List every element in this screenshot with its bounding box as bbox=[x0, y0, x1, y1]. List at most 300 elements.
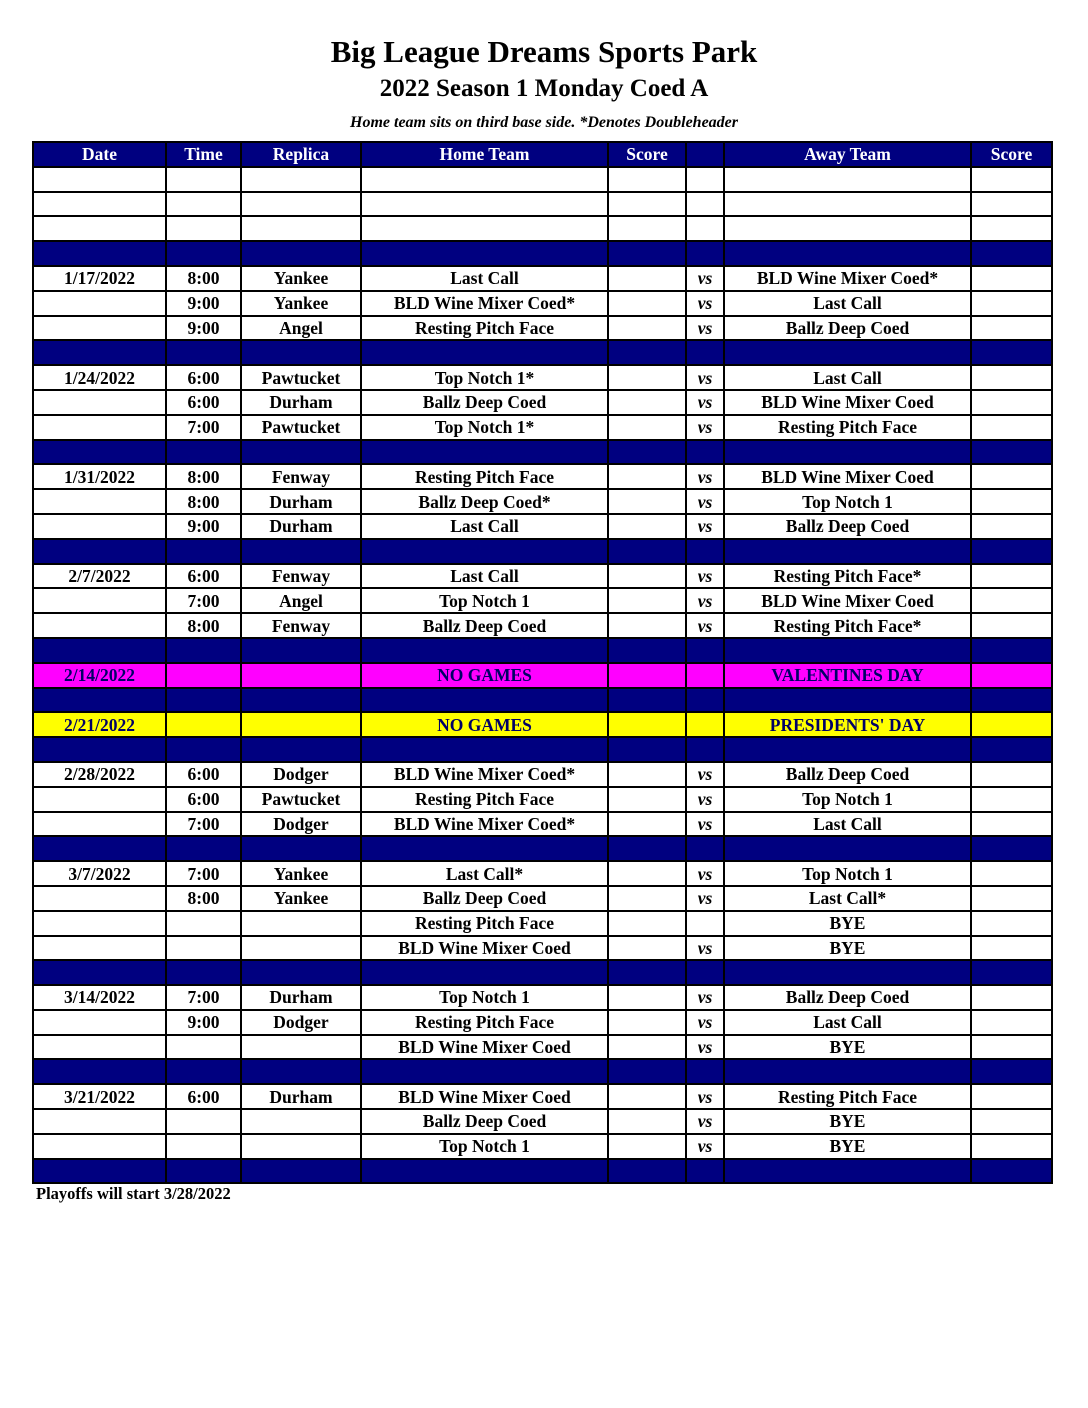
game-row bbox=[33, 514, 1052, 539]
home-team-cell bbox=[361, 539, 608, 564]
col-header-away-team: Away Team bbox=[724, 142, 971, 167]
replica-cell: Dodger bbox=[241, 762, 361, 787]
home-team-cell: Top Notch 1 bbox=[361, 1134, 608, 1159]
date-cell bbox=[33, 588, 166, 613]
away-score-cell bbox=[971, 1159, 1052, 1184]
away-score-cell bbox=[971, 291, 1052, 316]
replica-cell bbox=[241, 737, 361, 762]
away-score-cell bbox=[971, 787, 1052, 812]
vs-cell: vs bbox=[686, 365, 724, 390]
home-score-cell bbox=[608, 861, 686, 886]
date-cell bbox=[33, 1109, 166, 1134]
home-score-cell bbox=[608, 415, 686, 440]
home-team-cell: Last Call bbox=[361, 514, 608, 539]
time-cell: 6:00 bbox=[166, 762, 241, 787]
vs-cell: vs bbox=[686, 464, 724, 489]
vs-cell bbox=[686, 688, 724, 713]
vs-cell: vs bbox=[686, 588, 724, 613]
away-team-cell bbox=[724, 167, 971, 192]
date-cell bbox=[33, 241, 166, 266]
time-cell: 8:00 bbox=[166, 886, 241, 911]
home-team-cell: Resting Pitch Face bbox=[361, 1010, 608, 1035]
playoffs-note: Playoffs will start 3/28/2022 bbox=[36, 1184, 231, 1203]
date-cell bbox=[33, 1035, 166, 1060]
time-cell: 9:00 bbox=[166, 316, 241, 341]
vs-cell bbox=[686, 836, 724, 861]
vs-cell bbox=[686, 167, 724, 192]
away-team-cell bbox=[724, 638, 971, 663]
away-team-cell: Top Notch 1 bbox=[724, 861, 971, 886]
holiday-row bbox=[33, 663, 1052, 688]
vs-cell: vs bbox=[686, 316, 724, 341]
col-header-vs bbox=[686, 142, 724, 167]
vs-cell: vs bbox=[686, 787, 724, 812]
game-row bbox=[33, 861, 1052, 886]
home-score-cell bbox=[608, 638, 686, 663]
home-team-cell: BLD Wine Mixer Coed bbox=[361, 1084, 608, 1109]
home-team-cell: Ballz Deep Coed bbox=[361, 886, 608, 911]
away-score-cell bbox=[971, 514, 1052, 539]
away-score-cell bbox=[971, 836, 1052, 861]
home-team-cell: Top Notch 1 bbox=[361, 588, 608, 613]
vs-cell: vs bbox=[686, 266, 724, 291]
vs-cell: vs bbox=[686, 613, 724, 638]
time-cell: 7:00 bbox=[166, 588, 241, 613]
blank-row bbox=[33, 216, 1052, 241]
away-team-cell: BYE bbox=[724, 1035, 971, 1060]
date-cell: 2/7/2022 bbox=[33, 564, 166, 589]
vs-cell bbox=[686, 911, 724, 936]
home-team-cell: Resting Pitch Face bbox=[361, 316, 608, 341]
vs-cell: vs bbox=[686, 564, 724, 589]
away-score-cell bbox=[971, 638, 1052, 663]
game-row bbox=[33, 985, 1052, 1010]
home-score-cell bbox=[608, 812, 686, 837]
game-row bbox=[33, 588, 1052, 613]
away-team-cell: BLD Wine Mixer Coed* bbox=[724, 266, 971, 291]
game-row bbox=[33, 886, 1052, 911]
away-score-cell bbox=[971, 266, 1052, 291]
game-row bbox=[33, 464, 1052, 489]
home-team-cell: Ballz Deep Coed bbox=[361, 1109, 608, 1134]
home-score-cell bbox=[608, 464, 686, 489]
time-cell bbox=[166, 192, 241, 217]
away-score-cell bbox=[971, 588, 1052, 613]
date-cell bbox=[33, 291, 166, 316]
home-score-cell bbox=[608, 688, 686, 713]
away-team-cell: BLD Wine Mixer Coed bbox=[724, 390, 971, 415]
separator-row bbox=[33, 688, 1052, 713]
away-score-cell bbox=[971, 216, 1052, 241]
away-score-cell bbox=[971, 415, 1052, 440]
time-cell bbox=[166, 539, 241, 564]
home-score-cell bbox=[608, 192, 686, 217]
replica-cell: Yankee bbox=[241, 886, 361, 911]
away-score-cell bbox=[971, 1109, 1052, 1134]
game-row bbox=[33, 787, 1052, 812]
time-cell: 8:00 bbox=[166, 613, 241, 638]
replica-cell: Pawtucket bbox=[241, 365, 361, 390]
home-team-cell: Ballz Deep Coed* bbox=[361, 489, 608, 514]
home-team-cell: Top Notch 1* bbox=[361, 365, 608, 390]
time-cell bbox=[166, 1159, 241, 1184]
away-score-cell bbox=[971, 936, 1052, 961]
time-cell bbox=[166, 1134, 241, 1159]
time-cell bbox=[166, 911, 241, 936]
date-cell bbox=[33, 936, 166, 961]
game-row bbox=[33, 390, 1052, 415]
away-team-cell: Last Call bbox=[724, 291, 971, 316]
date-cell: 3/14/2022 bbox=[33, 985, 166, 1010]
replica-cell bbox=[241, 440, 361, 465]
vs-cell: vs bbox=[686, 390, 724, 415]
away-score-cell bbox=[971, 960, 1052, 985]
time-cell bbox=[166, 1109, 241, 1134]
away-team-cell bbox=[724, 1159, 971, 1184]
home-score-cell bbox=[608, 1109, 686, 1134]
replica-cell bbox=[241, 688, 361, 713]
date-cell bbox=[33, 960, 166, 985]
home-team-cell bbox=[361, 1059, 608, 1084]
away-score-cell bbox=[971, 340, 1052, 365]
away-score-cell bbox=[971, 1084, 1052, 1109]
date-cell: 1/24/2022 bbox=[33, 365, 166, 390]
time-cell: 7:00 bbox=[166, 985, 241, 1010]
col-header-away-score: Score bbox=[971, 142, 1052, 167]
home-team-cell: Ballz Deep Coed bbox=[361, 390, 608, 415]
away-team-cell: Ballz Deep Coed bbox=[724, 762, 971, 787]
away-team-cell: Resting Pitch Face bbox=[724, 415, 971, 440]
separator-row bbox=[33, 539, 1052, 564]
schedule-note: Home team sits on third base side. *Denotes Doubleheader bbox=[350, 114, 738, 131]
away-score-cell bbox=[971, 1035, 1052, 1060]
page-title: Big League Dreams Sports Park bbox=[330, 34, 758, 69]
home-team-cell: BLD Wine Mixer Coed bbox=[361, 936, 608, 961]
replica-cell: Fenway bbox=[241, 464, 361, 489]
vs-cell: vs bbox=[686, 886, 724, 911]
replica-cell: Durham bbox=[241, 514, 361, 539]
time-cell: 7:00 bbox=[166, 812, 241, 837]
away-score-cell bbox=[971, 663, 1052, 688]
replica-cell: Fenway bbox=[241, 564, 361, 589]
home-score-cell bbox=[608, 1134, 686, 1159]
home-score-cell bbox=[608, 365, 686, 390]
home-team-cell: Resting Pitch Face bbox=[361, 911, 608, 936]
replica-cell bbox=[241, 340, 361, 365]
home-team-cell: BLD Wine Mixer Coed* bbox=[361, 291, 608, 316]
away-team-cell bbox=[724, 440, 971, 465]
time-cell bbox=[166, 663, 241, 688]
blank-row bbox=[33, 192, 1052, 217]
time-cell: 9:00 bbox=[166, 514, 241, 539]
home-score-cell bbox=[608, 663, 686, 688]
replica-cell: Angel bbox=[241, 316, 361, 341]
date-cell bbox=[33, 440, 166, 465]
table-header-row bbox=[33, 142, 1052, 167]
away-team-cell bbox=[724, 539, 971, 564]
vs-cell bbox=[686, 192, 724, 217]
away-score-cell bbox=[971, 464, 1052, 489]
away-team-cell: VALENTINES DAY bbox=[724, 663, 971, 688]
game-row bbox=[33, 291, 1052, 316]
separator-row bbox=[33, 836, 1052, 861]
home-team-cell bbox=[361, 1159, 608, 1184]
away-score-cell bbox=[971, 1059, 1052, 1084]
date-cell bbox=[33, 539, 166, 564]
time-cell: 6:00 bbox=[166, 787, 241, 812]
date-cell bbox=[33, 390, 166, 415]
time-cell bbox=[166, 440, 241, 465]
away-score-cell bbox=[971, 167, 1052, 192]
game-row bbox=[33, 812, 1052, 837]
away-team-cell: Ballz Deep Coed bbox=[724, 985, 971, 1010]
col-header-replica: Replica bbox=[241, 142, 361, 167]
time-cell: 6:00 bbox=[166, 1084, 241, 1109]
replica-cell bbox=[241, 1035, 361, 1060]
date-cell bbox=[33, 192, 166, 217]
home-team-cell bbox=[361, 737, 608, 762]
away-score-cell bbox=[971, 564, 1052, 589]
col-header-date: Date bbox=[33, 142, 166, 167]
time-cell bbox=[166, 688, 241, 713]
vs-cell: vs bbox=[686, 514, 724, 539]
time-cell: 9:00 bbox=[166, 1010, 241, 1035]
date-cell bbox=[33, 316, 166, 341]
date-cell bbox=[33, 489, 166, 514]
away-team-cell bbox=[724, 192, 971, 217]
home-score-cell bbox=[608, 886, 686, 911]
separator-row bbox=[33, 638, 1052, 663]
time-cell: 7:00 bbox=[166, 861, 241, 886]
time-cell: 7:00 bbox=[166, 415, 241, 440]
home-team-cell: Resting Pitch Face bbox=[361, 787, 608, 812]
vs-cell: vs bbox=[686, 936, 724, 961]
away-score-cell bbox=[971, 316, 1052, 341]
away-score-cell bbox=[971, 390, 1052, 415]
vs-cell bbox=[686, 241, 724, 266]
date-cell: 1/31/2022 bbox=[33, 464, 166, 489]
date-cell bbox=[33, 911, 166, 936]
time-cell bbox=[166, 737, 241, 762]
vs-cell: vs bbox=[686, 415, 724, 440]
vs-cell: vs bbox=[686, 985, 724, 1010]
schedule-table bbox=[32, 141, 1053, 1184]
vs-cell bbox=[686, 340, 724, 365]
replica-cell bbox=[241, 167, 361, 192]
home-team-cell: Resting Pitch Face bbox=[361, 464, 608, 489]
home-score-cell bbox=[608, 588, 686, 613]
home-team-cell bbox=[361, 688, 608, 713]
col-header-time: Time bbox=[166, 142, 241, 167]
separator-row bbox=[33, 241, 1052, 266]
vs-cell: vs bbox=[686, 1109, 724, 1134]
away-team-cell bbox=[724, 688, 971, 713]
separator-row bbox=[33, 1159, 1052, 1184]
vs-cell bbox=[686, 539, 724, 564]
time-cell bbox=[166, 241, 241, 266]
away-team-cell: PRESIDENTS' DAY bbox=[724, 712, 971, 737]
home-team-cell: Top Notch 1 bbox=[361, 985, 608, 1010]
time-cell bbox=[166, 836, 241, 861]
replica-cell bbox=[241, 836, 361, 861]
time-cell bbox=[166, 960, 241, 985]
separator-row bbox=[33, 737, 1052, 762]
time-cell bbox=[166, 167, 241, 192]
home-score-cell bbox=[608, 241, 686, 266]
game-row bbox=[33, 762, 1052, 787]
game-row bbox=[33, 1109, 1052, 1134]
away-team-cell: BLD Wine Mixer Coed bbox=[724, 588, 971, 613]
home-score-cell bbox=[608, 564, 686, 589]
game-row bbox=[33, 415, 1052, 440]
date-cell bbox=[33, 514, 166, 539]
away-score-cell bbox=[971, 1134, 1052, 1159]
home-team-cell bbox=[361, 440, 608, 465]
away-score-cell bbox=[971, 911, 1052, 936]
home-team-cell: BLD Wine Mixer Coed bbox=[361, 1035, 608, 1060]
separator-row bbox=[33, 440, 1052, 465]
date-cell: 2/21/2022 bbox=[33, 712, 166, 737]
vs-cell bbox=[686, 216, 724, 241]
home-score-cell bbox=[608, 762, 686, 787]
home-score-cell bbox=[608, 266, 686, 291]
away-score-cell bbox=[971, 712, 1052, 737]
time-cell: 8:00 bbox=[166, 489, 241, 514]
home-score-cell bbox=[608, 1159, 686, 1184]
col-header-home-team: Home Team bbox=[361, 142, 608, 167]
away-score-cell bbox=[971, 737, 1052, 762]
replica-cell: Dodger bbox=[241, 812, 361, 837]
game-row bbox=[33, 1134, 1052, 1159]
holiday-row bbox=[33, 712, 1052, 737]
replica-cell bbox=[241, 1109, 361, 1134]
replica-cell bbox=[241, 539, 361, 564]
away-score-cell bbox=[971, 489, 1052, 514]
home-team-cell: NO GAMES bbox=[361, 712, 608, 737]
date-cell bbox=[33, 638, 166, 663]
date-cell bbox=[33, 1010, 166, 1035]
home-team-cell: Last Call bbox=[361, 266, 608, 291]
date-cell bbox=[33, 787, 166, 812]
separator-row bbox=[33, 1059, 1052, 1084]
away-team-cell: BYE bbox=[724, 911, 971, 936]
home-team-cell bbox=[361, 216, 608, 241]
away-score-cell bbox=[971, 539, 1052, 564]
replica-cell: Durham bbox=[241, 390, 361, 415]
home-score-cell bbox=[608, 514, 686, 539]
date-cell bbox=[33, 1159, 166, 1184]
vs-cell bbox=[686, 663, 724, 688]
away-score-cell bbox=[971, 688, 1052, 713]
away-team-cell: Ballz Deep Coed bbox=[724, 514, 971, 539]
time-cell: 6:00 bbox=[166, 365, 241, 390]
home-team-cell bbox=[361, 638, 608, 663]
date-cell bbox=[33, 836, 166, 861]
time-cell bbox=[166, 1035, 241, 1060]
replica-cell bbox=[241, 192, 361, 217]
away-score-cell bbox=[971, 241, 1052, 266]
blank-row bbox=[33, 167, 1052, 192]
vs-cell bbox=[686, 712, 724, 737]
date-cell bbox=[33, 415, 166, 440]
time-cell: 6:00 bbox=[166, 564, 241, 589]
away-team-cell: Last Call bbox=[724, 1010, 971, 1035]
home-team-cell: Ballz Deep Coed bbox=[361, 613, 608, 638]
vs-cell bbox=[686, 737, 724, 762]
away-team-cell: BYE bbox=[724, 936, 971, 961]
home-score-cell bbox=[608, 390, 686, 415]
time-cell bbox=[166, 340, 241, 365]
away-team-cell bbox=[724, 340, 971, 365]
replica-cell: Dodger bbox=[241, 1010, 361, 1035]
away-score-cell bbox=[971, 886, 1052, 911]
home-score-cell bbox=[608, 1010, 686, 1035]
replica-cell: Durham bbox=[241, 985, 361, 1010]
home-score-cell bbox=[608, 316, 686, 341]
replica-cell bbox=[241, 1134, 361, 1159]
separator-row bbox=[33, 340, 1052, 365]
date-cell: 3/21/2022 bbox=[33, 1084, 166, 1109]
game-row bbox=[33, 266, 1052, 291]
away-team-cell bbox=[724, 216, 971, 241]
game-row bbox=[33, 316, 1052, 341]
game-row bbox=[33, 936, 1052, 961]
away-team-cell: Last Call* bbox=[724, 886, 971, 911]
home-team-cell: BLD Wine Mixer Coed* bbox=[361, 812, 608, 837]
time-cell bbox=[166, 1059, 241, 1084]
vs-cell bbox=[686, 960, 724, 985]
home-score-cell bbox=[608, 340, 686, 365]
game-row bbox=[33, 1084, 1052, 1109]
date-cell: 2/28/2022 bbox=[33, 762, 166, 787]
home-team-cell: Top Notch 1* bbox=[361, 415, 608, 440]
away-team-cell: BLD Wine Mixer Coed bbox=[724, 464, 971, 489]
home-score-cell bbox=[608, 960, 686, 985]
vs-cell: vs bbox=[686, 812, 724, 837]
away-team-cell: Resting Pitch Face bbox=[724, 1084, 971, 1109]
home-score-cell bbox=[608, 440, 686, 465]
date-cell: 1/17/2022 bbox=[33, 266, 166, 291]
replica-cell: Pawtucket bbox=[241, 415, 361, 440]
away-team-cell bbox=[724, 241, 971, 266]
home-score-cell bbox=[608, 216, 686, 241]
date-cell bbox=[33, 886, 166, 911]
game-row bbox=[33, 1035, 1052, 1060]
vs-cell: vs bbox=[686, 291, 724, 316]
away-team-cell: Last Call bbox=[724, 812, 971, 837]
replica-cell bbox=[241, 216, 361, 241]
col-header-home-score: Score bbox=[608, 142, 686, 167]
replica-cell bbox=[241, 663, 361, 688]
home-team-cell bbox=[361, 340, 608, 365]
replica-cell: Yankee bbox=[241, 291, 361, 316]
home-score-cell bbox=[608, 1059, 686, 1084]
game-row bbox=[33, 564, 1052, 589]
time-cell bbox=[166, 638, 241, 663]
home-team-cell bbox=[361, 960, 608, 985]
away-score-cell bbox=[971, 861, 1052, 886]
date-cell bbox=[33, 737, 166, 762]
replica-cell bbox=[241, 1159, 361, 1184]
away-team-cell bbox=[724, 737, 971, 762]
home-score-cell bbox=[608, 737, 686, 762]
game-row bbox=[33, 365, 1052, 390]
away-team-cell: Resting Pitch Face* bbox=[724, 613, 971, 638]
date-cell bbox=[33, 613, 166, 638]
replica-cell bbox=[241, 911, 361, 936]
away-team-cell: Top Notch 1 bbox=[724, 787, 971, 812]
away-team-cell: Last Call bbox=[724, 365, 971, 390]
